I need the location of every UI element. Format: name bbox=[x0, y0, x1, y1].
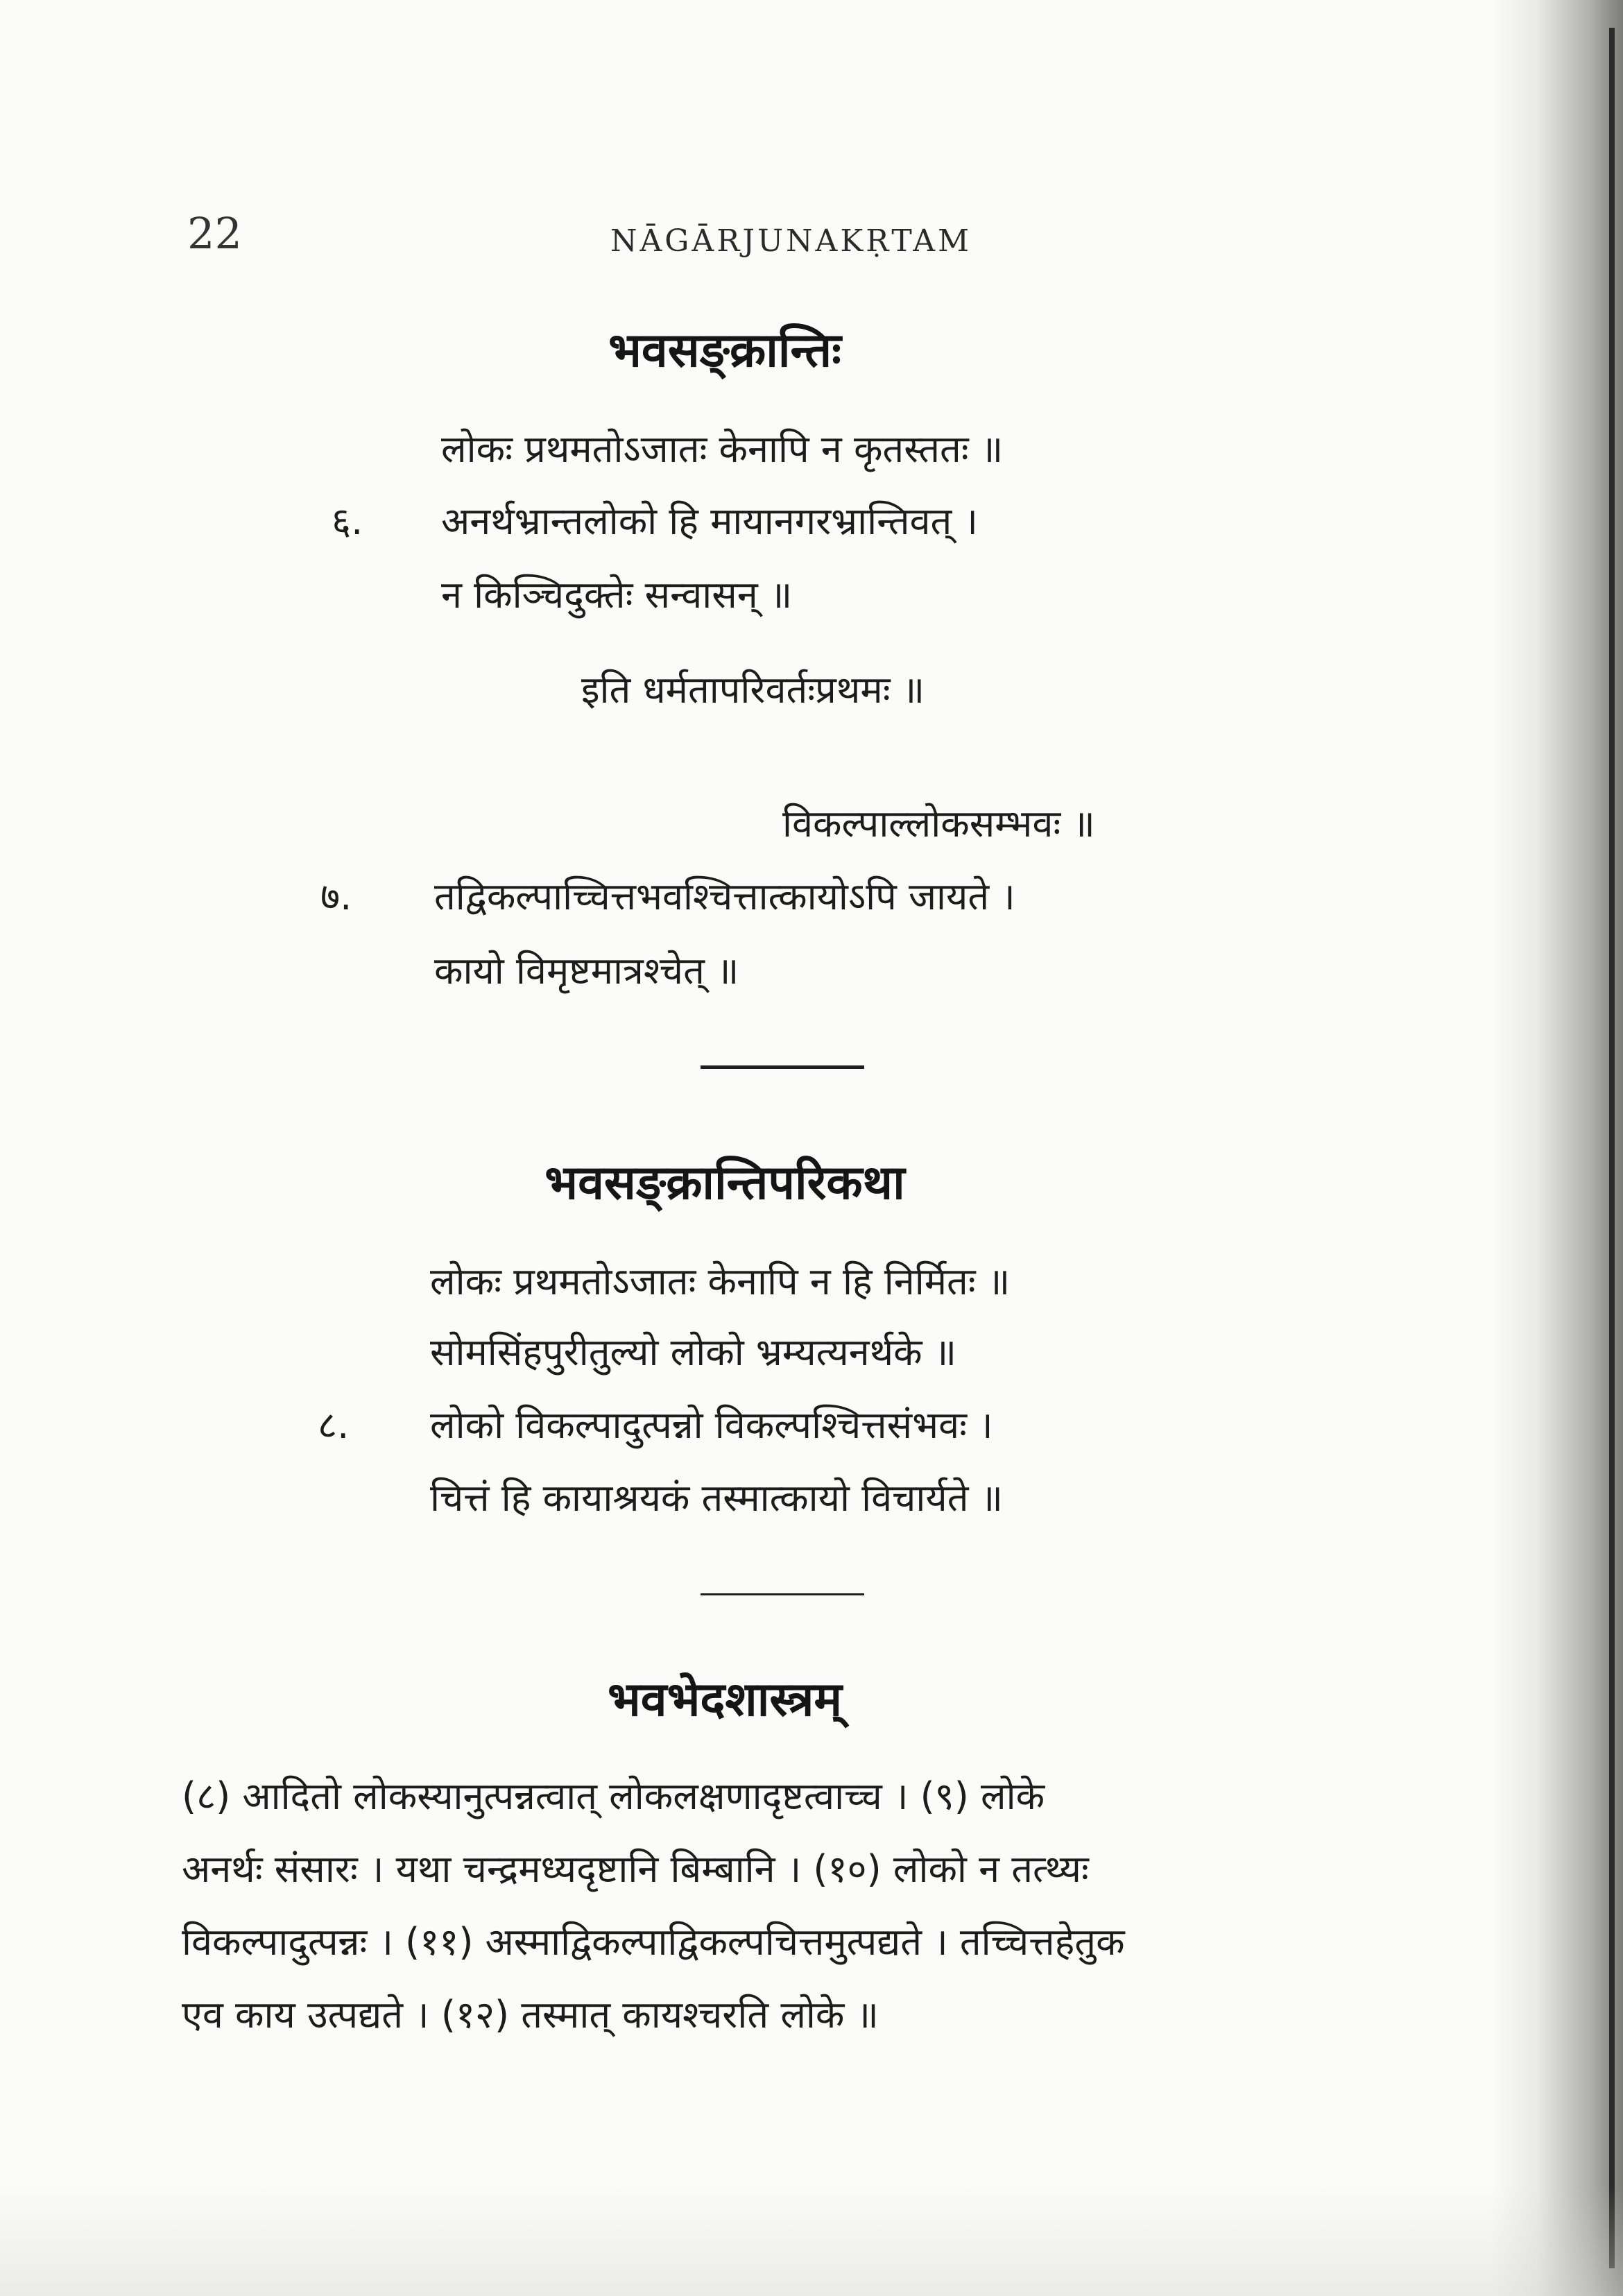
section-title-bhavabhedashastram: भवभेदशास्त्रम् bbox=[607, 1672, 843, 1727]
colophon: इति धर्मतापरिवर्तःप्रथमः ॥ bbox=[581, 668, 925, 712]
verse-line: अनर्थभ्रान्तलोको हि मायानगरभ्रान्तिवत् । bbox=[441, 499, 978, 543]
section-title-bhavasankranti: भवसङ्क्रान्तिः bbox=[608, 323, 841, 378]
page-edge-shadow bbox=[1491, 0, 1623, 2296]
verse-line: कायो विमृष्टमात्रश्चेत् ॥ bbox=[434, 949, 739, 993]
verse-line: लोकः प्रथमतोऽजातः केनापि न कृतस्ततः ॥ bbox=[441, 427, 1004, 471]
verse-line: विकल्पाल्लोकसम्भवः ॥ bbox=[782, 802, 1095, 846]
verse-line: लोकः प्रथमतोऽजातः केनापि न हि निर्मितः ॥ bbox=[430, 1260, 1011, 1303]
page-bottom-shadow bbox=[0, 2185, 1623, 2296]
section-title-bhavasankranti-parikatha: भवसङ्क्रान्तिपरिकथा bbox=[544, 1156, 905, 1210]
running-title: NĀGĀRJUNAKṚTAM bbox=[610, 223, 972, 259]
prose-line: (८) आदितो लोकस्यानुत्पन्नत्वात् लोकलक्षणादृष्टत्वाच्च । (९) लोके bbox=[182, 1774, 1045, 1818]
verse-line: न किञ्चिदुक्तेः सन्वासन् ॥ bbox=[441, 573, 793, 617]
section-divider bbox=[701, 1065, 864, 1069]
verse-line: सोमसिंहपुरीतुल्यो लोको भ्रम्यत्यनर्थके ॥ bbox=[430, 1330, 957, 1374]
verse-number: ६. bbox=[332, 499, 363, 543]
verse-number: ७. bbox=[320, 875, 352, 918]
verse-line: तद्विकल्पाच्चित्तभवश्चित्तात्कायोऽपि जायते । bbox=[434, 875, 1015, 918]
prose-line: अनर्थः संसारः । यथा चन्द्रमध्यदृष्टानि बिम्बानि । (१०) लोको न तत्थ्यः bbox=[182, 1847, 1089, 1891]
section-divider bbox=[701, 1593, 864, 1595]
page-edge-line bbox=[1609, 28, 1615, 2268]
verse-line: चित्तं हि कायाश्रयकं तस्मात्कायो विचार्यते ॥ bbox=[430, 1476, 1004, 1520]
prose-line: एव काय उत्पद्यते । (१२) तस्मात् कायश्चरति लोके ॥ bbox=[182, 1993, 879, 2037]
verse-line: लोको विकल्पादुत्पन्नो विकल्पश्चित्तसंभवः । bbox=[430, 1403, 993, 1447]
prose-line: विकल्पादुत्पन्नः । (११) अस्माद्विकल्पाद्विकल्पचित्तमुत्पद्यते । तच्चित्तहेतुक bbox=[182, 1920, 1125, 1964]
page-number: 22 bbox=[187, 208, 242, 259]
verse-number: ८. bbox=[318, 1403, 350, 1447]
